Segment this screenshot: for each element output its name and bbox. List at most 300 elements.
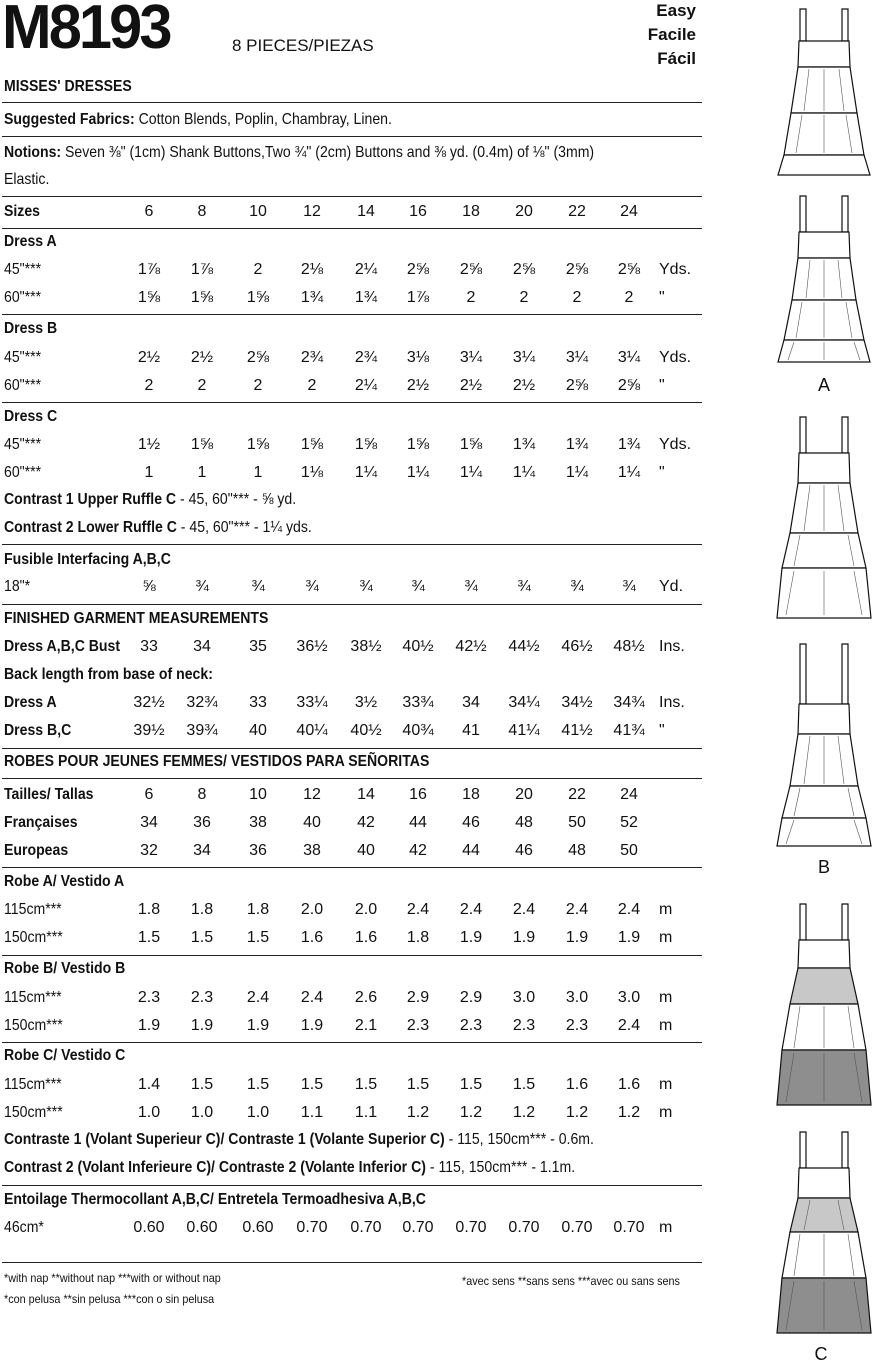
unit-label: Yds. [659,261,692,278]
cell-value: 33 [140,638,158,655]
row-label: Sizes [4,203,41,220]
cell-value: 12 [303,203,321,220]
cell-value: 2 [253,261,263,278]
cell-value: 10 [249,786,267,803]
cell-value: 1 [253,464,263,481]
unit-label: m [659,989,673,1006]
cell-value: 44 [409,814,427,831]
row-label: 45"*** [4,261,42,278]
cell-value: 40 [303,814,321,831]
contraste1-text: - 115, 150cm*** - 0.6m. [444,1131,594,1148]
notions [4,144,594,162]
cell-value: 1.4 [137,1076,161,1093]
sizes-row [0,203,700,225]
cell-value: 2⅝ [512,261,536,278]
cell-value: 14 [357,203,375,220]
figure-c-label: C [814,1344,828,1364]
unit-label: m [659,1076,673,1093]
cell-value: 1⅞ [137,261,161,278]
contraste2-text: - 115, 150cm*** - 1.1m. [425,1159,576,1176]
cell-value: 0.60 [242,1219,274,1236]
cell-value: 20 [515,786,533,803]
cell-value: 1.9 [459,929,483,946]
unit-label: Yds. [659,349,692,366]
cell-value: 1.9 [565,929,589,946]
row-label: Tailles/ Tallas [4,786,94,803]
cell-value: 41¼ [508,722,540,739]
cell-value: 0.70 [296,1219,328,1236]
cell-value: 1.0 [190,1104,214,1121]
cell-value: 1⅛ [300,464,324,481]
cell-value: 2.4 [246,989,270,1006]
row-label: 115cm*** [4,901,62,918]
cell-value: 34 [140,814,158,831]
row-label: Dress A,B,C Bust [4,638,121,655]
row-label: Dress A [4,694,57,711]
cell-value: 3¼ [512,349,536,366]
cell-value: 32¾ [186,694,218,711]
cell-value: 44½ [508,638,540,655]
footnote-en: *with nap **without nap ***with or without nap [4,1271,221,1285]
cell-value: 41½ [561,722,593,739]
cell-value: 1¾ [565,436,589,453]
cell-value: 1⅞ [406,289,430,306]
notions-line2: Elastic. [4,171,50,188]
difficulty-es: Fácil [657,49,696,68]
cell-value: 6 [144,786,154,803]
dress-sketch-b [774,640,874,850]
cell-value: 8 [197,203,207,220]
cell-value: 35 [249,638,267,655]
cell-value: 1¾ [512,436,536,453]
finished-title: FINISHED GARMENT MEASUREMENTS [4,610,269,627]
cell-value: 1⅝ [246,436,270,453]
cell-value: ¾ [411,578,425,595]
cell-value: 42½ [455,638,487,655]
cell-value: 46 [462,814,480,831]
cell-value: 1.2 [617,1104,641,1121]
cell-value: 2½ [406,377,430,394]
cell-value: 1.5 [246,929,270,946]
cell-value: 33¼ [296,694,328,711]
cell-value: 2.3 [565,1017,589,1034]
robe-a-150-row [0,929,700,951]
cell-value: 46 [515,842,533,859]
contraste2-label: Contrast 2 (Volant Inferieure C)/ Contraste 2 (Volante Inferior C) [4,1159,426,1176]
cell-value: 2¼ [354,377,378,394]
cell-value: 3.0 [512,989,536,1006]
cell-value: 1.9 [617,929,641,946]
cell-value: 2 [572,289,582,306]
cell-value: 2½ [459,377,483,394]
cell-value: 42 [409,842,427,859]
cell-value: 1.5 [354,1076,378,1093]
section-title: MISSES' DRESSES [4,78,132,95]
cell-value: 44 [462,842,480,859]
cell-value: 2.9 [406,989,430,1006]
cell-value: 1.9 [246,1017,270,1034]
cell-value: 32 [140,842,158,859]
cell-value: 8 [197,786,207,803]
cell-value: 0.70 [350,1219,382,1236]
cell-value: 24 [620,203,638,220]
unit-label: Yd. [659,578,684,595]
cell-value: 40¼ [296,722,328,739]
cell-value: 40 [249,722,267,739]
unit-label: m [659,1104,673,1121]
divider [2,1262,702,1263]
cell-value: 2 [624,289,634,306]
row-label: Françaises [4,814,78,831]
cell-value: ¾ [251,578,265,595]
cell-value: ¾ [517,578,531,595]
cell-value: 2¼ [354,261,378,278]
cell-value: 0.70 [508,1219,540,1236]
row-label: 60"*** [4,464,42,481]
cell-value: 2⅝ [406,261,430,278]
cell-value: 3¼ [617,349,641,366]
cell-value: 2⅝ [246,349,270,366]
cell-value: 2 [144,377,154,394]
cell-value: 3.0 [565,989,589,1006]
cell-value: 2⅝ [459,261,483,278]
divider [2,196,702,197]
cell-value: 1.5 [190,929,214,946]
cell-value: 2.4 [459,901,483,918]
divider [2,778,702,779]
unit-label: Ins. [659,694,685,711]
cell-value: 1.9 [190,1017,214,1034]
difficulty-en: Easy [656,1,696,20]
cell-value: 41¾ [613,722,645,739]
row-label: 60"*** [4,377,42,394]
cell-value: 1 [197,464,207,481]
cell-value: 1⅞ [190,261,214,278]
cell-value: 2.4 [406,901,430,918]
cell-value: 1⅝ [246,289,270,306]
cell-value: 10 [249,203,267,220]
cell-value: 2.4 [512,901,536,918]
cell-value: ¾ [622,578,636,595]
unit-label: " [659,722,665,739]
dress-c-60-row [0,464,700,486]
cell-value: 3⅛ [406,349,430,366]
cell-value: 14 [357,786,375,803]
cell-value: 1.1 [354,1104,378,1121]
cell-value: 1¼ [512,464,536,481]
unit-label: " [659,464,665,481]
cell-value: 2½ [512,377,536,394]
cell-value: 1⅝ [354,436,378,453]
dress-c-45-row [0,436,700,458]
cell-value: 48½ [613,638,645,655]
cell-value: 1.8 [246,901,270,918]
cell-value: 1.6 [617,1076,641,1093]
cell-value: 1½ [137,436,161,453]
dress-a-45-row [0,261,700,283]
europeas-row [0,842,700,864]
robe-b-title: Robe B/ Vestido B [4,960,126,977]
divider [2,402,702,403]
cell-value: 36 [193,814,211,831]
cell-value: 12 [303,786,321,803]
unit-label: m [659,1219,673,1236]
cell-value: 0.60 [186,1219,218,1236]
cell-value: 46½ [561,638,593,655]
cell-value: 50 [620,842,638,859]
cell-value: 0.70 [613,1219,645,1236]
divider [2,867,702,868]
cell-value: 2.3 [512,1017,536,1034]
dress-sketch-back-b [774,413,874,623]
cell-value: 34 [193,842,211,859]
cell-value: 1 [144,464,154,481]
cell-value: 1.2 [406,1104,430,1121]
row-label: 115cm*** [4,989,62,1006]
divider [2,314,702,315]
cell-value: 1.6 [354,929,378,946]
cell-value: 1.5 [190,1076,214,1093]
cell-value: 2.9 [459,989,483,1006]
cell-value: 1.8 [190,901,214,918]
cell-value: 1.2 [459,1104,483,1121]
row-label: 60"*** [4,289,42,306]
cell-value: 1.0 [246,1104,270,1121]
row-label: 45"*** [4,349,42,366]
dress-b-title: Dress B [4,320,58,337]
cell-value: 2.3 [190,989,214,1006]
francaises-row [0,814,700,836]
robe-a-title: Robe A/ Vestido A [4,873,125,890]
cell-value: 2½ [190,349,214,366]
cell-value: 1.5 [512,1076,536,1093]
entoilage-row [0,1219,700,1241]
contrast1-label: Contrast 1 Upper Ruffle C [4,491,177,508]
cell-value: 1.5 [246,1076,270,1093]
cell-value: 34¾ [613,694,645,711]
dress-sketch-back-c [774,900,874,1110]
cell-value: 38 [303,842,321,859]
dress-b-60-row [0,377,700,399]
unit-label: m [659,1017,673,1034]
cell-value: 6 [144,203,154,220]
cell-value: ¾ [464,578,478,595]
cell-value: 2 [197,377,207,394]
cell-value: 36½ [296,638,328,655]
robe-c-title: Robe C/ Vestido C [4,1047,126,1064]
cell-value: 1.5 [300,1076,324,1093]
cell-value: 2⅝ [617,377,641,394]
cell-value: 24 [620,786,638,803]
cell-value: 3¼ [459,349,483,366]
row-label: 45"*** [4,436,42,453]
notions-line1: Seven ⅜" (1cm) Shank Buttons,Two ¾" (2cm) Buttons and ⅜ yd. (0.4m) of ⅛" (3mm) [61,144,595,161]
cell-value: 1.5 [406,1076,430,1093]
robe-a-115-row [0,901,700,923]
divider [2,228,702,229]
cell-value: 18 [462,786,480,803]
robe-b-115-row [0,989,700,1011]
cell-value: 2 [253,377,263,394]
cell-value: 2.6 [354,989,378,1006]
contraste2 [4,1159,575,1177]
row-label: 115cm*** [4,1076,62,1093]
cell-value: 40½ [350,722,382,739]
cell-value: 34½ [561,694,593,711]
cell-value: 22 [568,786,586,803]
contrast1 [4,491,296,509]
cell-value: 2⅝ [565,261,589,278]
robe-b-150-row [0,1017,700,1039]
cell-value: ¾ [195,578,209,595]
row-label: Dress B,C [4,722,72,739]
cell-value: 2 [519,289,529,306]
back-bc-row [0,722,700,744]
dress-sketch-a [774,192,874,367]
cell-value: 2 [466,289,476,306]
cell-value: 1¼ [565,464,589,481]
cell-value: 42 [357,814,375,831]
cell-value: 1.9 [137,1017,161,1034]
unit-label: Yds. [659,436,692,453]
cell-value: 2.0 [300,901,324,918]
cell-value: 0.70 [455,1219,487,1236]
cell-value: 16 [409,786,427,803]
back-a-row [0,694,700,716]
row-label: Europeas [4,842,69,859]
cell-value: 1.8 [406,929,430,946]
contrast2 [4,519,312,537]
cell-value: 2¾ [300,349,324,366]
cell-value: 34¼ [508,694,540,711]
cell-value: 2.1 [354,1017,378,1034]
cell-value: 22 [568,203,586,220]
cell-value: 1.5 [459,1076,483,1093]
cell-value: 50 [568,814,586,831]
entoilage-title: Entoilage Thermocollant A,B,C/ Entretela Termoadhesiva A,B,C [4,1191,426,1208]
dress-a-title: Dress A [4,233,57,250]
suggested-fabrics [4,111,392,129]
difficulty-fr: Facile [647,25,696,44]
cell-value: 1¾ [300,289,324,306]
cell-value: ¾ [570,578,584,595]
metric-title: ROBES POUR JEUNES FEMMES/ VESTIDOS PARA SEÑORITAS [4,753,430,770]
cell-value: 40½ [402,638,434,655]
figure-a-label: A [817,375,830,395]
cell-value: 1¾ [354,289,378,306]
cell-value: 1⅝ [406,436,430,453]
unit-label: m [659,901,673,918]
row-label: 150cm*** [4,1104,63,1121]
cell-value: 36 [249,842,267,859]
back-length-title: Back length from base of neck: [4,666,213,683]
cell-value: 40 [357,842,375,859]
cell-value: 0.70 [402,1219,434,1236]
cell-value: 41 [462,722,480,739]
divider [2,544,702,545]
divider [2,1185,702,1186]
cell-value: ¾ [305,578,319,595]
cell-value: 34 [193,638,211,655]
cell-value: 1.9 [512,929,536,946]
notions-label: Notions: [4,144,62,161]
cell-value: 1¾ [617,436,641,453]
cell-value: 1.6 [300,929,324,946]
footnote-fr: *avec sens **sans sens ***avec ou sans sens [462,1274,680,1288]
cell-value: 2⅝ [565,377,589,394]
cell-value: 2.4 [617,1017,641,1034]
cell-value: 2.0 [354,901,378,918]
cell-value: 2.3 [406,1017,430,1034]
cell-value: 1.6 [565,1076,589,1093]
cell-value: 1.2 [565,1104,589,1121]
cell-value: 39½ [133,722,165,739]
cell-value: 48 [515,814,533,831]
divider [2,604,702,605]
fabrics-label: Suggested Fabrics: [4,111,135,128]
cell-value: 39¾ [186,722,218,739]
cell-value: 2.4 [565,901,589,918]
divider [2,102,702,103]
robe-c-115-row [0,1076,700,1098]
row-label: 18"* [4,578,31,595]
cell-value: 3¼ [565,349,589,366]
divider [2,136,702,137]
dress-sketch-back-a [774,5,874,180]
cell-value: 2¾ [354,349,378,366]
cell-value: 3.0 [617,989,641,1006]
cell-value: 18 [462,203,480,220]
cell-value: 1¼ [459,464,483,481]
cell-value: 40¾ [402,722,434,739]
cell-value: 38½ [350,638,382,655]
unit-label: Ins. [659,638,685,655]
contraste1 [4,1131,594,1149]
cell-value: 33¾ [402,694,434,711]
cell-value: 2 [307,377,317,394]
dress-c-title: Dress C [4,408,58,425]
cell-value: 1⅝ [300,436,324,453]
cell-value: 2.4 [300,989,324,1006]
cell-value: 2.3 [459,1017,483,1034]
contraste1-label: Contraste 1 (Volant Superieur C)/ Contraste 1 (Volante Superior C) [4,1131,445,1148]
cell-value: 1⅝ [190,436,214,453]
cell-value: 1⅝ [137,289,161,306]
cell-value: 48 [568,842,586,859]
cell-value: 32½ [133,694,165,711]
cell-value: 16 [409,203,427,220]
cell-value: 1⅝ [459,436,483,453]
figure-b-label: B [817,857,830,877]
bust-row [0,638,700,660]
pattern-number: M8193 [2,0,170,62]
interfacing-row [0,578,700,600]
cell-value: 0.70 [561,1219,593,1236]
fabrics-text: Cotton Blends, Poplin, Chambray, Linen. [134,111,392,128]
dress-sketch-c [774,1128,874,1338]
cell-value: 1.5 [137,929,161,946]
cell-value: 52 [620,814,638,831]
cell-value: 1.2 [512,1104,536,1121]
cell-value: ⅝ [142,578,156,595]
cell-value: 1¼ [406,464,430,481]
divider [2,748,702,749]
cell-value: 1.0 [137,1104,161,1121]
cell-value: 3½ [354,694,378,711]
interfacing-title: Fusible Interfacing A,B,C [4,551,171,568]
cell-value: 38 [249,814,267,831]
unit-label: " [659,377,665,394]
